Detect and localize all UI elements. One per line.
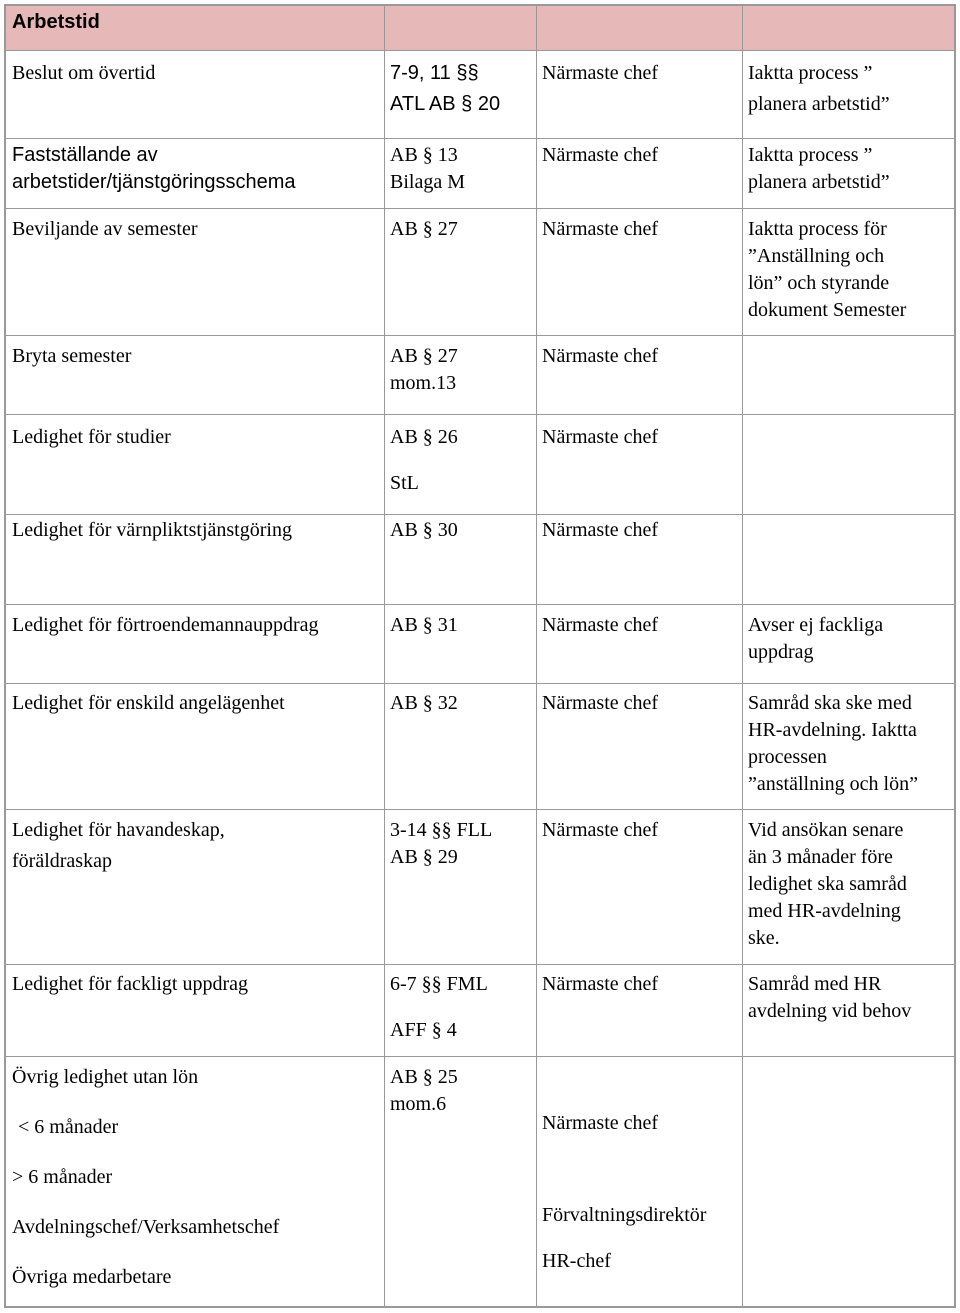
table-row-decision-maker: Närmaste chef xyxy=(542,819,659,841)
table-row-note: ske. xyxy=(748,927,780,949)
table-row-decision-maker: Närmaste chef xyxy=(542,345,659,367)
column-divider xyxy=(742,50,743,1306)
table-row-decision-maker: Närmaste chef xyxy=(542,1112,659,1134)
table-row-decision-maker: Närmaste chef xyxy=(542,144,659,166)
table-row-activity: Fastställande av xyxy=(12,144,158,166)
table-row-note: Iaktta process för xyxy=(748,218,887,240)
table-row-note: lön” och styrande xyxy=(748,272,890,294)
table-row-note: dokument Semester xyxy=(748,299,907,321)
table-row-decision-maker: Närmaste chef xyxy=(542,426,659,448)
table-row-note: avdelning vid behov xyxy=(748,1000,912,1022)
row-divider xyxy=(6,514,954,515)
table-row-reference: AB § 27 xyxy=(390,218,458,240)
table-row-note: HR-avdelning. Iaktta xyxy=(748,719,917,741)
table-row-note: ledighet ska samråd xyxy=(748,873,907,895)
table-row-note: uppdrag xyxy=(748,641,814,663)
row-divider xyxy=(6,604,954,605)
table-row-activity: > 6 månader xyxy=(12,1166,113,1188)
row-divider xyxy=(6,208,954,209)
table-row-decision-maker: Närmaste chef xyxy=(542,218,659,240)
table-row-activity: arbetstider/tjänstgöringsschema xyxy=(12,171,296,193)
table-row-reference: mom.13 xyxy=(390,372,457,394)
row-divider xyxy=(6,964,954,965)
table-row-reference: AB § 25 xyxy=(390,1066,458,1088)
table-row-reference: AFF § 4 xyxy=(390,1019,457,1041)
table-row-activity: Beslut om övertid xyxy=(12,62,156,84)
table-row-note: ”anställning och lön” xyxy=(748,773,918,795)
table-row-activity: Ledighet för enskild angelägenhet xyxy=(12,692,285,714)
table-row-note: planera arbetstid” xyxy=(748,171,890,193)
table-row-reference: 7-9, 11 §§ xyxy=(390,62,479,84)
row-divider xyxy=(6,683,954,684)
table-row-note: Samråd med HR xyxy=(748,973,882,995)
table-row-note: Vid ansökan senare xyxy=(748,819,904,841)
table-row-note: med HR-avdelning xyxy=(748,900,901,922)
column-divider xyxy=(384,50,385,1306)
table-row-activity: Beviljande av semester xyxy=(12,218,198,240)
table-row-note: Samråd ska ske med xyxy=(748,692,912,714)
table-row-activity: Övrig ledighet utan lön xyxy=(12,1066,199,1088)
table-row-activity: Ledighet för studier xyxy=(12,426,171,448)
table-row-reference: AB § 31 xyxy=(390,614,458,636)
row-divider xyxy=(6,414,954,415)
document-page xyxy=(4,4,956,1308)
table-row-reference: AB § 26 xyxy=(390,426,458,448)
table-row-activity: Ledighet för fackligt uppdrag xyxy=(12,973,249,995)
table-row-activity: föräldraskap xyxy=(12,850,112,872)
header-divider xyxy=(384,6,385,50)
table-header-row xyxy=(6,6,954,51)
table-row-decision-maker: Närmaste chef xyxy=(542,614,659,636)
table-row-activity: Bryta semester xyxy=(12,345,132,367)
table-row-decision-maker: Närmaste chef xyxy=(542,692,659,714)
row-divider xyxy=(6,335,954,336)
table-title: Arbetstid xyxy=(12,11,100,33)
table-row-decision-maker: Närmaste chef xyxy=(542,62,659,84)
table-row-reference: ATL AB § 20 xyxy=(390,93,501,115)
table-row-decision-maker: Förvaltningsdirektör xyxy=(542,1204,707,1226)
header-divider xyxy=(742,6,743,50)
table-row-activity: Ledighet för havandeskap, xyxy=(12,819,225,841)
table-row-reference: Bilaga M xyxy=(390,171,465,193)
table-row-reference: 3-14 §§ FLL xyxy=(390,819,493,841)
table-row-note: Iaktta process ” xyxy=(748,144,873,166)
arbetstid-table xyxy=(4,4,956,1308)
table-row-reference: 6-7 §§ FML xyxy=(390,973,488,995)
table-row-note: Iaktta process ” xyxy=(748,62,873,84)
row-divider xyxy=(6,138,954,139)
table-row-activity: < 6 månader xyxy=(18,1116,119,1138)
table-row-note: processen xyxy=(748,746,827,768)
row-divider xyxy=(6,809,954,810)
table-row-reference: AB § 32 xyxy=(390,692,458,714)
table-row-note: ”Anställning och xyxy=(748,245,885,267)
table-row-reference: mom.6 xyxy=(390,1093,447,1115)
table-row-activity: Ledighet för förtroendemannauppdrag xyxy=(12,614,319,636)
table-row-reference: AB § 27 xyxy=(390,345,458,367)
table-row-note: än 3 månader före xyxy=(748,846,893,868)
table-row-decision-maker: Närmaste chef xyxy=(542,519,659,541)
table-row-activity: Ledighet för värnpliktstjänstgöring xyxy=(12,519,292,541)
table-row-activity: Övriga medarbetare xyxy=(12,1266,172,1288)
table-row-note: planera arbetstid” xyxy=(748,93,890,115)
header-divider xyxy=(536,6,537,50)
row-divider xyxy=(6,1056,954,1057)
table-row-reference: AB § 13 xyxy=(390,144,458,166)
column-divider xyxy=(536,50,537,1306)
table-row-reference: AB § 29 xyxy=(390,846,458,868)
table-row-activity: Avdelningschef/Verksamhetschef xyxy=(12,1216,280,1238)
table-row-reference: StL xyxy=(390,472,419,494)
table-row-decision-maker: HR-chef xyxy=(542,1250,611,1272)
table-row-reference: AB § 30 xyxy=(390,519,458,541)
table-row-decision-maker: Närmaste chef xyxy=(542,973,659,995)
table-row-note: Avser ej fackliga xyxy=(748,614,884,636)
